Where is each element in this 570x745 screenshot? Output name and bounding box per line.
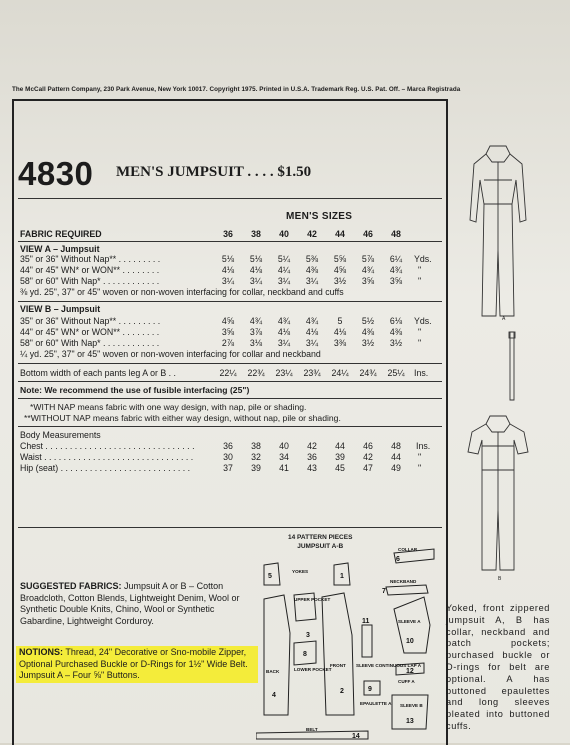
unit: Ins. <box>416 441 431 451</box>
cell: 24¾ <box>359 368 377 378</box>
cell: 3⅝ <box>361 276 375 286</box>
piece-number: 3 <box>306 632 310 639</box>
cell: 38 <box>251 441 261 451</box>
size-cell: 42 <box>307 229 317 239</box>
cell: 49 <box>391 463 401 473</box>
view-a-jumpsuit-illustration <box>458 140 538 320</box>
cell: 47 <box>363 463 373 473</box>
body-heading-text: Body Measurements <box>20 430 101 440</box>
cell: 4⅛ <box>333 327 347 337</box>
cell: 3⅝ <box>389 276 403 286</box>
size-cell: 38 <box>251 229 261 239</box>
cell: 4¾ <box>305 316 319 326</box>
fusible-note: Note: We recommend the use of fusible interfacing (25") <box>20 385 250 395</box>
unit: " <box>418 452 422 462</box>
piece-label: YOKES <box>292 569 309 574</box>
size-cell: 48 <box>391 229 401 239</box>
view-b-jumpsuit-illustration <box>458 410 538 585</box>
row-label: 44" or 45" WN* or WON** . . . . . . . . <box>20 265 160 275</box>
cell: 44 <box>335 441 345 451</box>
divider <box>18 363 442 364</box>
piece-number: 8 <box>303 651 307 658</box>
piece-number: 9 <box>368 686 372 693</box>
piece-label: SLEEVE B <box>400 703 423 708</box>
piece-number: 5 <box>268 573 272 580</box>
cell: 4⅝ <box>221 316 235 326</box>
cell: 42 <box>307 441 317 451</box>
divider <box>18 198 442 199</box>
copyright-line: The McCall Pattern Company, 230 Park Avenue, New York 10017. Copyright 1975. Printed in U.S.A. Trademark Reg. U.S. Pat. Off. – Marca Registrada <box>12 86 461 93</box>
notions-heading: NOTIONS: <box>19 647 63 657</box>
view-b-heading-text: VIEW B – Jumpsuit <box>20 304 101 314</box>
piece-label: LOWER POCKET <box>294 667 332 672</box>
cell: 3¼ <box>249 276 263 286</box>
sizes-heading: MEN'S SIZES <box>286 211 353 222</box>
cell: 44 <box>391 452 401 462</box>
interfacing-text: ¼ yd. 25", 37" or 45" woven or non-woven interfacing for collar and neckband <box>20 349 321 359</box>
cell: 4¾ <box>361 265 375 275</box>
unit: " <box>418 327 422 337</box>
pattern-description: Yoked, front zippered jumpsuit A, B has collar, neckband and patch pockets; purchased buckle or D-rings for belt are optional. A has buttoned epaulettes and long sleeves pleated into buttoned cuffs. <box>446 603 550 731</box>
cell: 5¼ <box>277 254 291 264</box>
cell: 4¾ <box>389 265 403 275</box>
cell: 46 <box>363 441 373 451</box>
piece-label: NECKBAND <box>390 579 417 584</box>
divider <box>18 381 442 382</box>
cell: 36 <box>307 452 317 462</box>
cell: 3⅝ <box>221 327 235 337</box>
cell: 4⅜ <box>389 327 403 337</box>
piece-number: 4 <box>272 692 276 699</box>
suggested-text: Jumpsuit A or B – Cotton Broadcloth, Cotton Blends, Lightweight Denim, Wool or Synthetic Double Knits, Chino, Wool or Synthetic Gabardine, Lightweight Corduroy. <box>20 581 240 626</box>
cell: 5⅛ <box>221 254 235 264</box>
cell: 3½ <box>361 338 375 348</box>
cell: 4⅛ <box>221 265 235 275</box>
cell: 25¼ <box>387 368 405 378</box>
piece-number: 1 <box>340 573 344 580</box>
row-label: 35" or 36" Without Nap** . . . . . . . . . <box>20 316 161 326</box>
divider <box>18 398 442 399</box>
cell: 36 <box>223 441 233 451</box>
cell: 3¼ <box>277 338 291 348</box>
cell: 30 <box>223 452 233 462</box>
cell: 22¾ <box>247 368 265 378</box>
cell: 5⅜ <box>305 254 319 264</box>
row-label: Hip (seat) . . . . . . . . . . . . . . . . . . . . . . . . . . . <box>20 463 191 473</box>
cell: 5⅞ <box>361 254 375 264</box>
divider <box>18 241 442 242</box>
fabric-required-heading: FABRIC REQUIRED <box>20 229 102 239</box>
cell: 3¼ <box>305 276 319 286</box>
cell: 5⅛ <box>249 254 263 264</box>
row-label: 58" or 60" With Nap* . . . . . . . . . . . . <box>20 276 160 286</box>
cell: 4⅜ <box>361 327 375 337</box>
cell: 3¼ <box>305 338 319 348</box>
piece-label: FRONT <box>330 663 346 668</box>
cell: 6¼ <box>389 254 403 264</box>
cell: 3¼ <box>221 276 235 286</box>
unit: " <box>418 276 422 286</box>
suggested-fabrics <box>20 581 252 627</box>
piece-number: 2 <box>340 688 344 695</box>
piece-number: 12 <box>406 668 414 675</box>
suggested-heading: SUGGESTED FABRICS: <box>20 581 122 591</box>
piece-label: CUFF A <box>398 679 415 684</box>
cell: 24¼ <box>331 368 349 378</box>
cell: 41 <box>279 463 289 473</box>
unit: " <box>418 265 422 275</box>
piece-label: BELT <box>306 727 318 732</box>
cell: 4¼ <box>277 265 291 275</box>
cell: 34 <box>279 452 289 462</box>
cell: 40 <box>279 441 289 451</box>
pieces-count: 14 PATTERN PIECES <box>288 534 353 541</box>
view-a-label: A <box>502 316 506 320</box>
cell: 43 <box>307 463 317 473</box>
unit: " <box>418 338 422 348</box>
cell: 4⅜ <box>305 265 319 275</box>
cell: 4⅛ <box>249 265 263 275</box>
cell: 6⅛ <box>389 316 403 326</box>
cell: 4¾ <box>249 316 263 326</box>
cell: 42 <box>363 452 373 462</box>
piece-label: COLLAR <box>398 547 418 552</box>
cell: 4⅝ <box>333 265 347 275</box>
row-label: 58" or 60" With Nap* . . . . . . . . . . . . <box>20 338 160 348</box>
cell: 3⅜ <box>333 338 347 348</box>
interfacing-text: ⅜ yd. 25", 37" or 45" woven or non-woven interfacing for collar, neckband and cuffs <box>20 287 344 297</box>
notions-text: Thread, 24" Decorative or Sno-mobile Zipper, Optional Purchased Buckle or D-Rings for 1½" Wide Belt. Jumpsuit A – Four ⅝" Buttons. <box>19 647 248 680</box>
piece-number: 6 <box>396 556 400 563</box>
piece-label: BACK <box>266 669 280 674</box>
piece-number: 14 <box>352 733 360 740</box>
cell: 23¼ <box>275 368 293 378</box>
view-b-label: B <box>498 576 502 582</box>
size-cell: 46 <box>363 229 373 239</box>
size-cell: 44 <box>335 229 345 239</box>
cell: 45 <box>335 463 345 473</box>
cell: 39 <box>251 463 261 473</box>
cell: 48 <box>391 441 401 451</box>
piece-number: 13 <box>406 718 414 725</box>
cell: 5 <box>337 316 343 326</box>
cell: 23¾ <box>303 368 321 378</box>
notions-box <box>16 646 258 683</box>
divider <box>18 527 442 528</box>
cell: 22¼ <box>219 368 237 378</box>
cell: 4¾ <box>277 316 291 326</box>
cell: 37 <box>223 463 233 473</box>
cell: 4⅛ <box>305 327 319 337</box>
cell: 3¼ <box>277 276 291 286</box>
row-label: Chest . . . . . . . . . . . . . . . . . . . . . . . . . . . . . . . <box>20 441 195 451</box>
cell: 3½ <box>333 276 347 286</box>
without-nap-note: **WITHOUT NAP means fabric with either way design, without nap, pile or shading. <box>24 413 341 423</box>
piece-number: 11 <box>362 618 370 625</box>
pattern-number: 4830 <box>18 155 94 192</box>
divider <box>18 301 442 302</box>
cell: 39 <box>335 452 345 462</box>
cell: 5⅝ <box>333 254 347 264</box>
cell: 32 <box>251 452 261 462</box>
cell: 3⅛ <box>249 338 263 348</box>
piece-label: SLEEVE CONTINUOUS LAP A <box>356 663 422 668</box>
piece-number: 10 <box>406 638 414 645</box>
row-label: 35" or 36" Without Nap** . . . . . . . . . <box>20 254 161 264</box>
unit: Yds. <box>414 316 432 326</box>
pattern-pieces-diagram <box>256 545 442 743</box>
row-label: Bottom width of each pants leg A or B . . <box>20 368 176 378</box>
cell: 5½ <box>361 316 375 326</box>
piece-label: SLEEVE A <box>398 619 421 624</box>
size-cell: 36 <box>223 229 233 239</box>
cell: 3½ <box>389 338 403 348</box>
row-label: Waist . . . . . . . . . . . . . . . . . . . . . . . . . . . . . . . <box>20 452 194 462</box>
pieces-subtitle: JUMPSUIT A-B <box>297 543 344 550</box>
belt-illustration <box>506 330 518 402</box>
with-nap-note: *WITH NAP means fabric with one way design, with nap, pile or shading. <box>30 402 307 412</box>
divider <box>18 426 442 427</box>
piece-label: EPAULETTE A <box>360 701 392 706</box>
view-a-heading-text: VIEW A – Jumpsuit <box>20 244 100 254</box>
cell: 2⅞ <box>221 338 235 348</box>
piece-number: 7 <box>382 588 386 595</box>
size-cell: 40 <box>279 229 289 239</box>
cell: 3⅞ <box>249 327 263 337</box>
unit: " <box>418 463 422 473</box>
unit: Yds. <box>414 254 432 264</box>
piece-label: UPPER POCKET <box>294 597 331 602</box>
unit: Ins. <box>414 368 429 378</box>
row-label: 44" or 45" WN* or WON** . . . . . . . . <box>20 327 160 337</box>
cell: 4⅛ <box>277 327 291 337</box>
pattern-title: MEN'S JUMPSUIT . . . . $1.50 <box>116 164 312 180</box>
